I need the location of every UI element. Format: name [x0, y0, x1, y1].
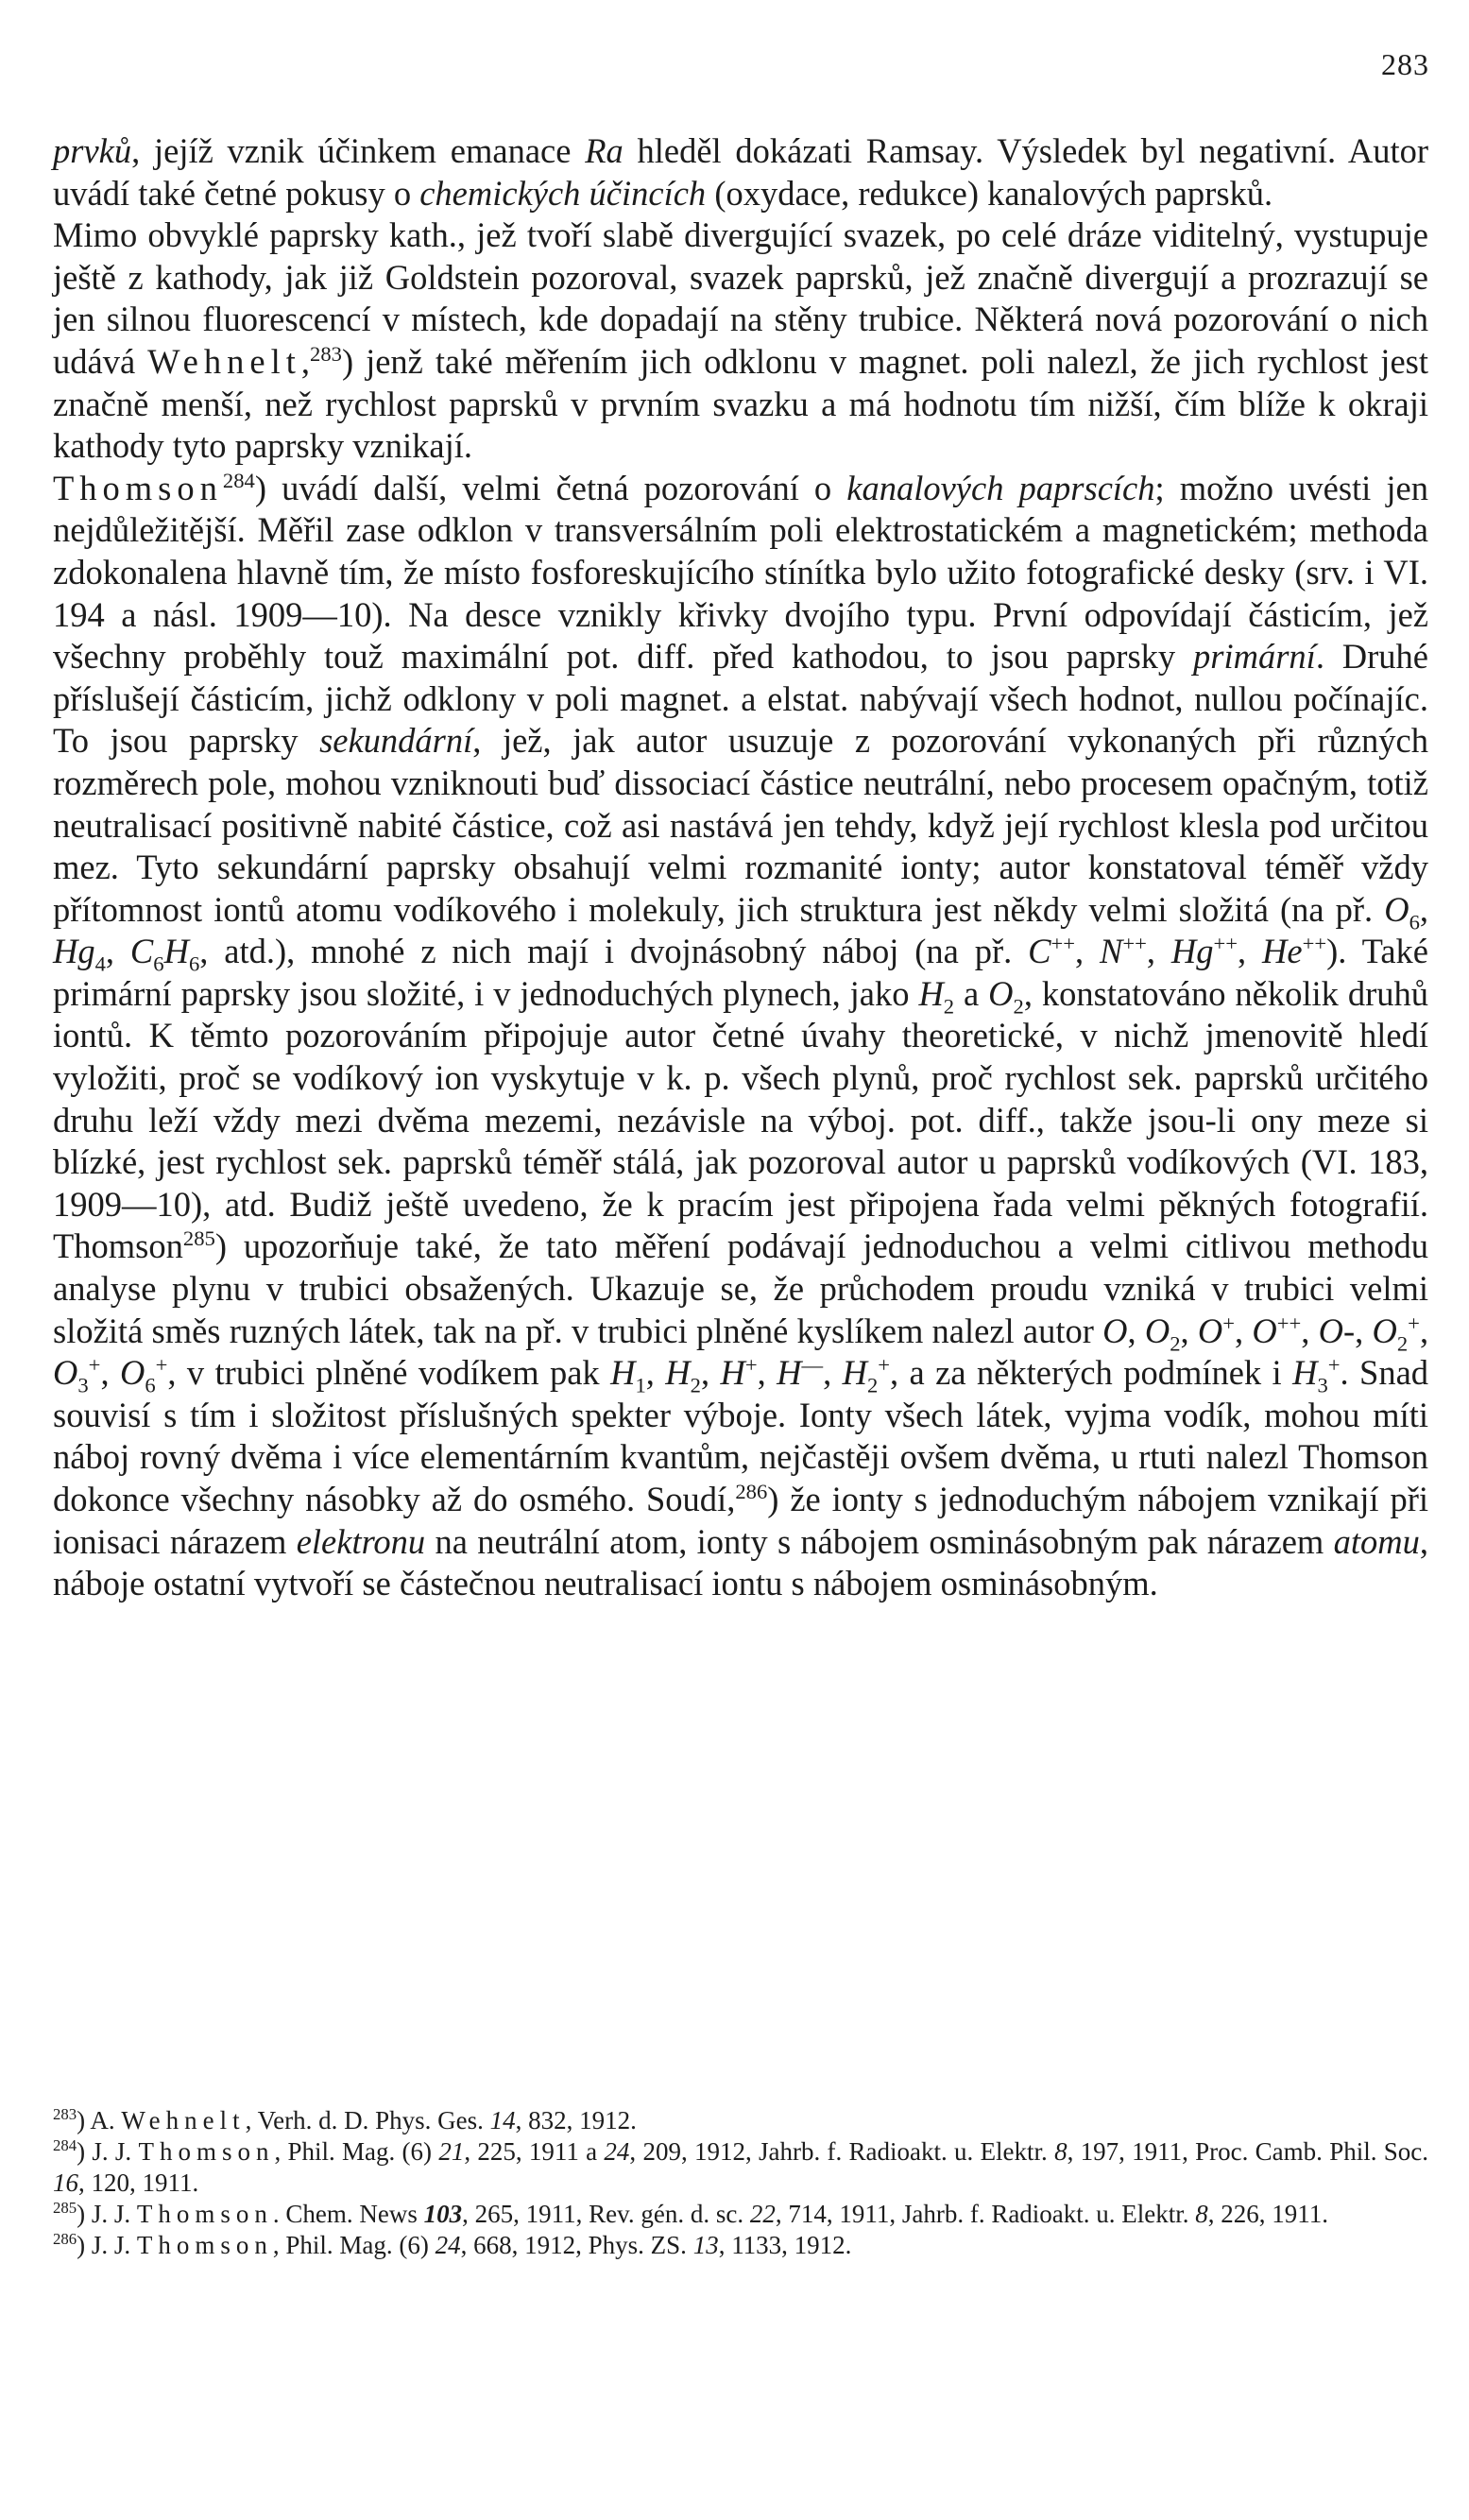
paragraph-1: prvků, jejíž vznik účinkem emanace Ra hleděl dokázati Ramsay. Výsledek byl negativní. Autor uvádí také četné pokusy o chemických účincích (oxydace, redukce) kanalových paprsků. — [53, 131, 1428, 213]
footnote-283: $^{283}$) A. Wehnelt, Verh. d. D. Phys. Ges. 14, 832, 1912. — [53, 2105, 637, 2134]
paragraph-2: Mimo obvyklé paprsky kath., jež tvoří slabě divergující svazek, po celé dráze viditelný, vystupuje ještě z kathody, jak již Goldstein pozoroval, svazek paprsků, jež značně divergují a prozrazují se jen silnou fluorescencí v místech, kde dopadají na stěny trubice. Některá nová pozorování o nich udává Wehnelt,$^{283}$) jenž také měřením jich odklonu v magnet. poli nalezl, že jich rychlost jest značně menší, než rychlost paprsků v prvním svazku a má hodnotu tím nižší, čím blíže k okraji kathody tyto paprsky vznikají. — [53, 215, 1428, 466]
body-text — [53, 130, 1428, 1605]
footnote-284: $^{284}$) J. J. Thomson, Phil. Mag. (6) 21, 225, 1911 a 24, 209, 1912, Jahrb. f. Radioakt. u. Elektr. 8, 197, 1911, Proc. Camb. Phil. Soc. 16, 120, 1911. — [53, 2136, 1428, 2197]
page-number: 283 — [1381, 47, 1429, 81]
footnote-285: $^{285}$) J. J. Thomson. Chem. News 103, 265, 1911, Rev. gén. d. sc. 22, 714, 1911, Jahrb. f. Radioakt. u. Elektr. 8, 226, 1911. — [53, 2199, 1329, 2228]
footnote-286: $^{286}$) J. J. Thomson, Phil. Mag. (6) 24, 668, 1912, Phys. ZS. 13, 1133, 1912. — [53, 2230, 852, 2259]
footnotes — [53, 2105, 1428, 2261]
paragraph-3: Thomson$^{284}$) uvádí další, velmi četná pozorování o kanalových paprscích; možno uvésti jen nejdůležitější. Měřil zase odklon v transversálním poli elektrostatickém a magnetickém; methoda zdokonalena hlavně tím, že místo fosforeskujícího stínítka bylo užito fotografické desky (srv. i VI. 194 a násl. 1909—10). Na desce vznikly křivky dvojího typu. První odpovídají částicím, jež všechny proběhly touž maximální pot. diff. před kathodou, to jsou paprsky primární. Druhé příslušejí částicím, jichž odklony v poli magnet. a elstat. nabývají všech hodnot, nullou počínajíc. To jsou paprsky sekundární, jež, jak autor usuzuje z pozorování vykonaných při různých rozměrech pole, mohou vzniknouti buď dissociací částice neutrální, nebo procesem opačným, totiž neutralisací positivně nabité částice, což asi nastává jen tehdy, když její rychlost klesla pod určitou mez. Tyto sekundární paprsky obsahují velmi rozmanité ionty; autor konstatoval téměř vždy přítomnost iontů atomu vodíkového i molekuly, jich struktura jest někdy velmi složitá (na př. $O_6$, $Hg_4$, $C_6H_6$, atd.), mnohé z nich mají i dvojnásobný náboj (na př. C++, N++, Hg++, He++). Také primární paprsky jsou složité, i v jednoduchých plynech, jako $H_2$ a $O_2$, konstatováno několik druhů iontů. K těmto pozorováním připojuje autor četné úvahy theoretické, v nichž jmenovitě hledí vyložiti, proč se vodíkový ion vyskytuje v k. p. všech plynů, proč rychlost sek. paprsků určitého druhu leží vždy mezi dvěma mezemi, nezávisle na výboj. pot. diff., takže jsou-li ony meze si blízké, jest rychlost sek. paprsků téměř stálá, jak pozoroval autor u paprsků vodíkových (VI. 183, 1909—10), atd. Budiž ještě uvedeno, že k pracím jest připojena řada velmi pěkných fotografií. Thomson$^{285}$) upozorňuje také, že tato měření podávají jednoduchou a velmi citlivou methodu analyse plynu v trubici obsažených. Ukazuje se, že průchodem proudu vzniká v trubici velmi složitá směs ruzných látek, tak na př. v trubici plněné kyslíkem nalezl autor O, $O_2$, O+, O++, O-, $O_2^+$, $O_3^+$, $O_6^+$, v trubici plněné vodíkem pak $H_1$, $H_2$, H+, H—, $H_2^+$, a za některých podmínek i $H_3^+$. Snad souvisí s tím i složitost příslušných spekter výboje. Ionty všech látek, vyjma vodík, mohou míti náboj rovný dvěma i více elementárním kvantům, nejčastěji ovšem dvěma, u rtuti nalezl Thomson dokonce všechny násobky až do osmého. Soudí,$^{286}$) že ionty s jednoduchým nábojem vznikají při ionisaci nárazem elektronu na neutrální atom, ionty s nábojem osminásobným pak nárazem atomu, náboje ostatní vytvoří se částečnou neutralisací iontu s nábojem osminásobným. — [53, 468, 1429, 1603]
